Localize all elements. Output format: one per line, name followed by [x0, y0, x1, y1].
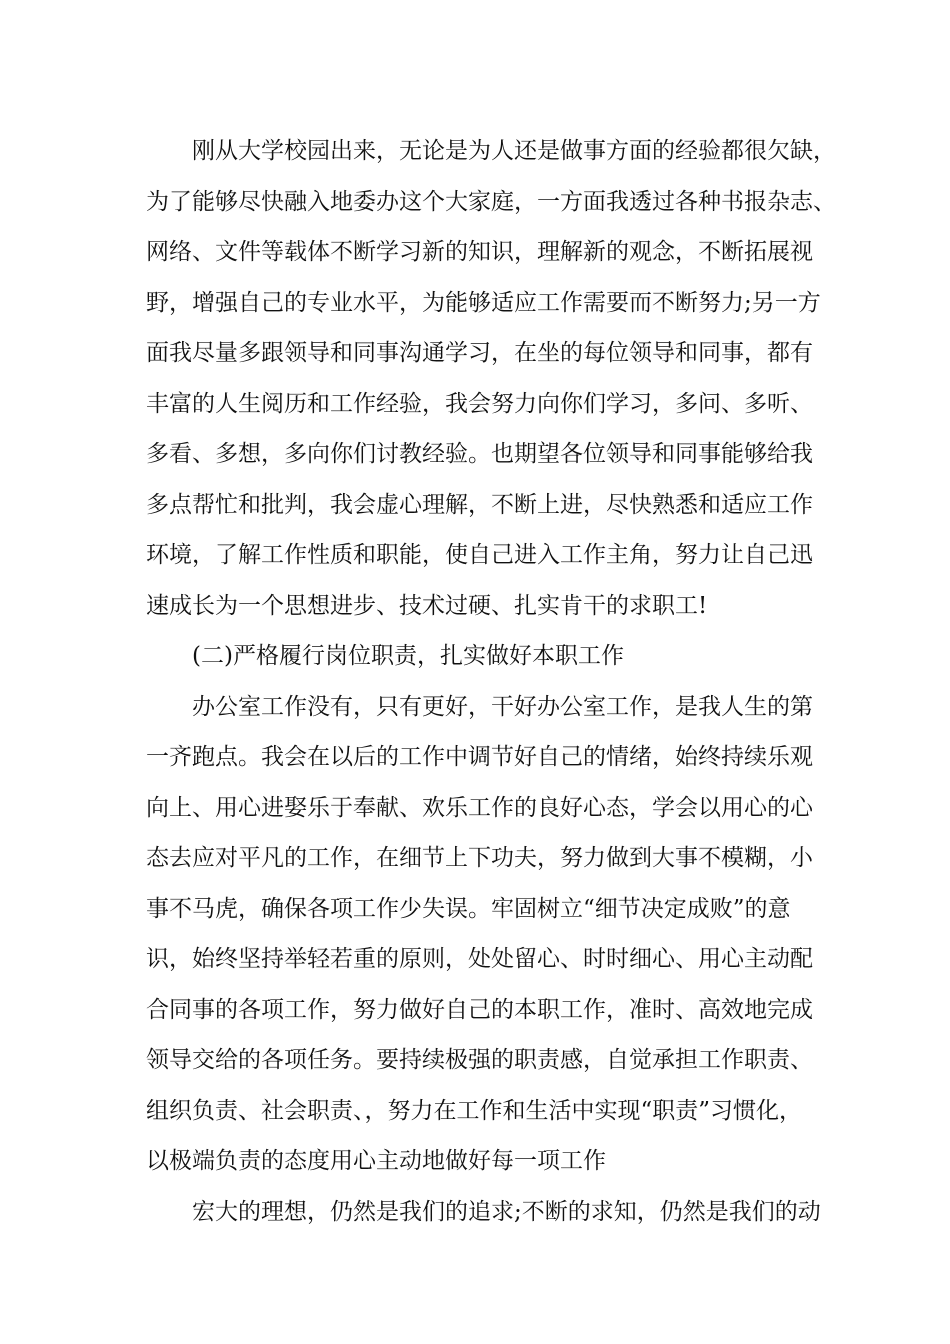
- paragraph-line: 办公室工作没有，只有更好，干好办公室工作，是我人生的第: [192, 693, 813, 720]
- paragraph-line: 野，增强自己的专业水平，为能够适应工作需要而不断努力;另一方: [146, 289, 821, 316]
- paragraph-line: 一齐跑点。我会在以后的工作中调节好自己的情绪，始终持续乐观: [146, 744, 813, 770]
- paragraph-line: 态去应对平凡的工作，在细节上下功夫，努力做到大事不模糊，小: [146, 845, 813, 871]
- paragraph-line: 多点帮忙和批判，我会虚心理解，不断上进，尽快熟悉和适应工作: [146, 491, 813, 518]
- paragraph-line: 领导交给的各项任务。要持续极强的职责感，自觉承担工作职责、: [146, 1047, 813, 1073]
- paragraph-line: 组织负责、社会职责、，努力在工作和生活中实现“职责”习惯化，: [146, 1097, 803, 1124]
- paragraph-line: 面我尽量多跟领导和同事沟通学习，在坐的每位领导和同事，都有: [146, 340, 813, 366]
- paragraph-line: 为了能够尽快融入地委办这个大家庭，一方面我透过各种书报杂志、: [146, 188, 836, 215]
- section-heading: (二)严格履行岗位职责，扎实做好本职工作: [192, 643, 624, 669]
- paragraph-line: 向上、用心进娶乐于奉献、欢乐工作的良好心态，学会以用心的心: [146, 794, 813, 821]
- paragraph-line: 丰富的人生阅历和工作经验，我会努力向你们学习，多问、多听、: [146, 390, 813, 417]
- paragraph-line: 识，始终坚持举轻若重的原则，处处留心、时时细心、用心主动配: [146, 946, 813, 972]
- document-body: [146, 126, 836, 1237]
- paragraph-line: 以极端负责的态度用心主动地做好每一项工作: [146, 1148, 606, 1174]
- paragraph-line: 宏大的理想，仍然是我们的追求;不断的求知，仍然是我们的动: [192, 1198, 821, 1225]
- paragraph-line: 速成长为一个思想进步、技术过硬、扎实肯干的求职工!: [146, 592, 708, 619]
- paragraph-line: 刚从大学校园出来，无论是为人还是做事方面的经验都很欠缺，: [192, 138, 836, 164]
- paragraph-line: 环境，了解工作性质和职能，使自己进入工作主角，努力让自己迅: [146, 542, 813, 568]
- paragraph-line: 多看、多想，多向你们讨教经验。也期望各位领导和同事能够给我: [146, 441, 813, 467]
- paragraph-line: 合同事的各项工作，努力做好自己的本职工作，准时、高效地完成: [146, 996, 813, 1023]
- paragraph-line: 事不马虎，确保各项工作少失误。牢固树立“细节决定成败”的意: [146, 895, 791, 922]
- paragraph-line: 网络、文件等载体不断学习新的知识，理解新的观念，不断拓展视: [146, 239, 813, 265]
